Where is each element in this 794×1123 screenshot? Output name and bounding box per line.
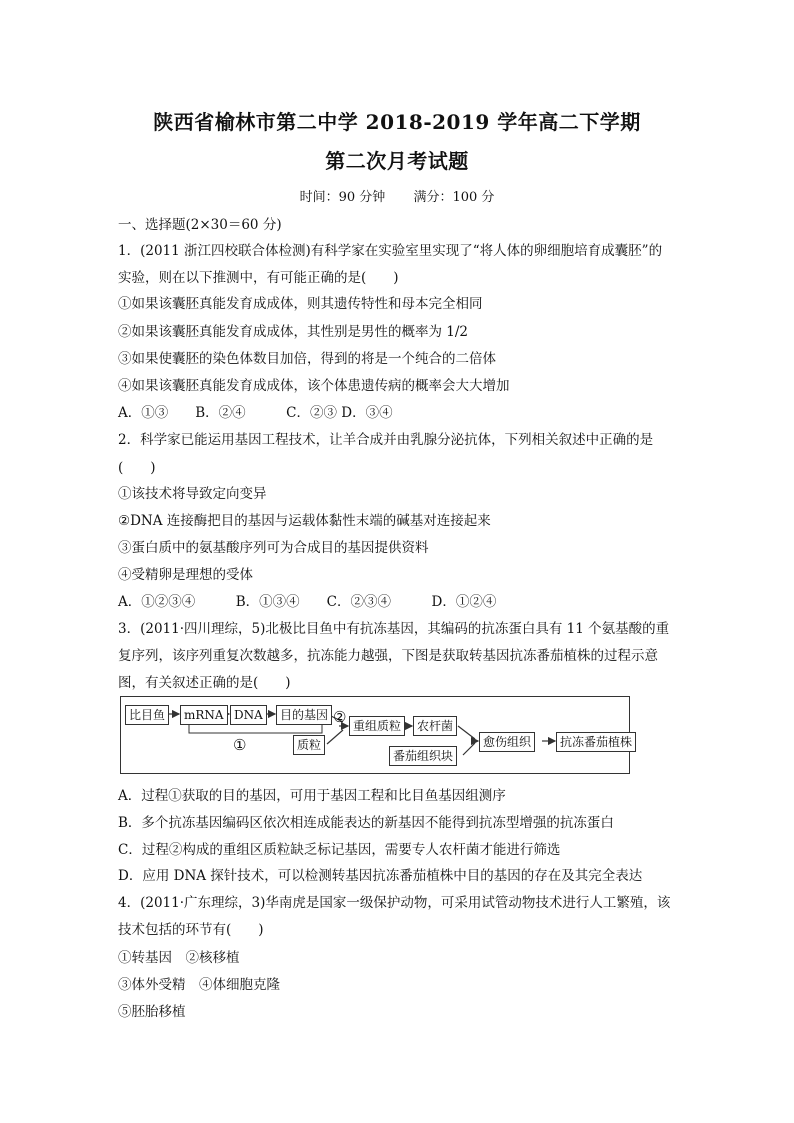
text-line: B．多个抗冻基因编码区依次相连成能表达的新基因不能得到抗冻型增强的抗冻蛋白 <box>118 815 614 831</box>
text-line: 1．(2011 浙江四校联合体检测)有科学家在实验室里实现了“将人体的卵细胞培育成囊胚”的 <box>118 243 663 259</box>
exam-score: 满分：100 分 <box>413 190 495 205</box>
text-line: 3．(2011·四川理综，5)北极比目鱼中有抗冻基因，其编码的抗冻蛋白具有 11 个氨基酸的重 <box>118 621 670 637</box>
text-line: ③蛋白质中的氨基酸序列可为合成目的基因提供资料 <box>118 540 429 556</box>
text-line: ③体外受精 ④体细胞克隆 <box>118 977 280 993</box>
process-diagram <box>120 696 633 774</box>
section-heading: 一、选择题(2×30＝60 分) <box>118 217 282 233</box>
text-line: ①该技术将导致定向变异 <box>118 486 267 502</box>
text-line: ①如果该囊胚真能发育成成体，则其遗传特性和母本完全相同 <box>118 296 483 312</box>
node-fish: 比目鱼 <box>125 705 169 725</box>
node-dna: DNA <box>230 705 267 725</box>
answer-options: A．①③ B．②④ C．②③ D．③④ <box>118 405 393 421</box>
node-plant: 抗冻番茄植株 <box>556 732 636 752</box>
text-line: ②如果该囊胚真能发育成成体，其性别是男性的概率为 1/2 <box>118 324 469 340</box>
text-line: ( ) <box>118 460 156 476</box>
text-line: 图，有关叙述正确的是( ) <box>118 675 291 691</box>
node-plasmid: 质粒 <box>293 735 325 755</box>
text-line: A．过程①获取的目的基因，可用于基因工程和比目鱼基因组测序 <box>118 788 506 804</box>
text-line: ②DNA 连接酶把目的基因与运载体黏性末端的碱基对连接起来 <box>118 513 491 529</box>
text-line: ④受精卵是理想的受体 <box>118 567 253 583</box>
node-target-gene: 目的基因 <box>276 705 332 725</box>
text-line: ④如果该囊胚真能发育成成体，该个体患遗传病的概率会大大增加 <box>118 378 510 394</box>
text-line: C．过程②构成的重组区质粒缺乏标记基因，需要专人农杆菌才能进行筛选 <box>118 842 561 858</box>
exam-time: 时间：90 分钟 <box>299 190 386 205</box>
text-line: 实验，则在以下推测中，有可能正确的是( ) <box>118 270 399 286</box>
page-subtitle: 第二次月考试题 <box>325 149 469 173</box>
step-1-label: ① <box>233 736 247 754</box>
node-mrna: mRNA <box>180 705 228 725</box>
text-line: ⑤胚胎移植 <box>118 1004 186 1020</box>
text-line: D．应用 DNA 探针技术，可以检测转基因抗冻番茄植株中目的基因的存在及其完全表达 <box>118 868 643 884</box>
node-agrobacterium: 农杆菌 <box>413 716 457 736</box>
node-tomato-tissue: 番茄组织块 <box>389 746 457 766</box>
node-callus: 愈伤组织 <box>479 732 535 752</box>
exam-meta <box>0 186 794 205</box>
text-line: 2．科学家已能运用基因工程技术，让羊合成并由乳腺分泌抗体，下列相关叙述中正确的是 <box>118 432 654 448</box>
step-2-label: ② <box>333 708 347 726</box>
text-line: ③如果使囊胚的染色体数目加倍，得到的将是一个纯合的二倍体 <box>118 351 496 367</box>
text-line: ①转基因 ②核移植 <box>118 950 240 966</box>
text-line: 4．(2011·广东理综，3)华南虎是国家一级保护动物，可采用试管动物技术进行人工繁殖，该 <box>118 895 671 911</box>
node-recombinant: 重组质粒 <box>349 716 405 736</box>
answer-options: A．①②③④ B．①③④ C．②③④ D．①②④ <box>118 594 497 610</box>
page-title: 陕西省榆林市第二中学 2018-2019 学年高二下学期 <box>153 110 641 134</box>
text-line: 技术包括的环节有( ) <box>118 922 264 938</box>
text-line: 复序列，该序列重复次数越多，抗冻能力越强，下图是获取转基因抗冻番茄植株的过程示意 <box>118 648 658 664</box>
